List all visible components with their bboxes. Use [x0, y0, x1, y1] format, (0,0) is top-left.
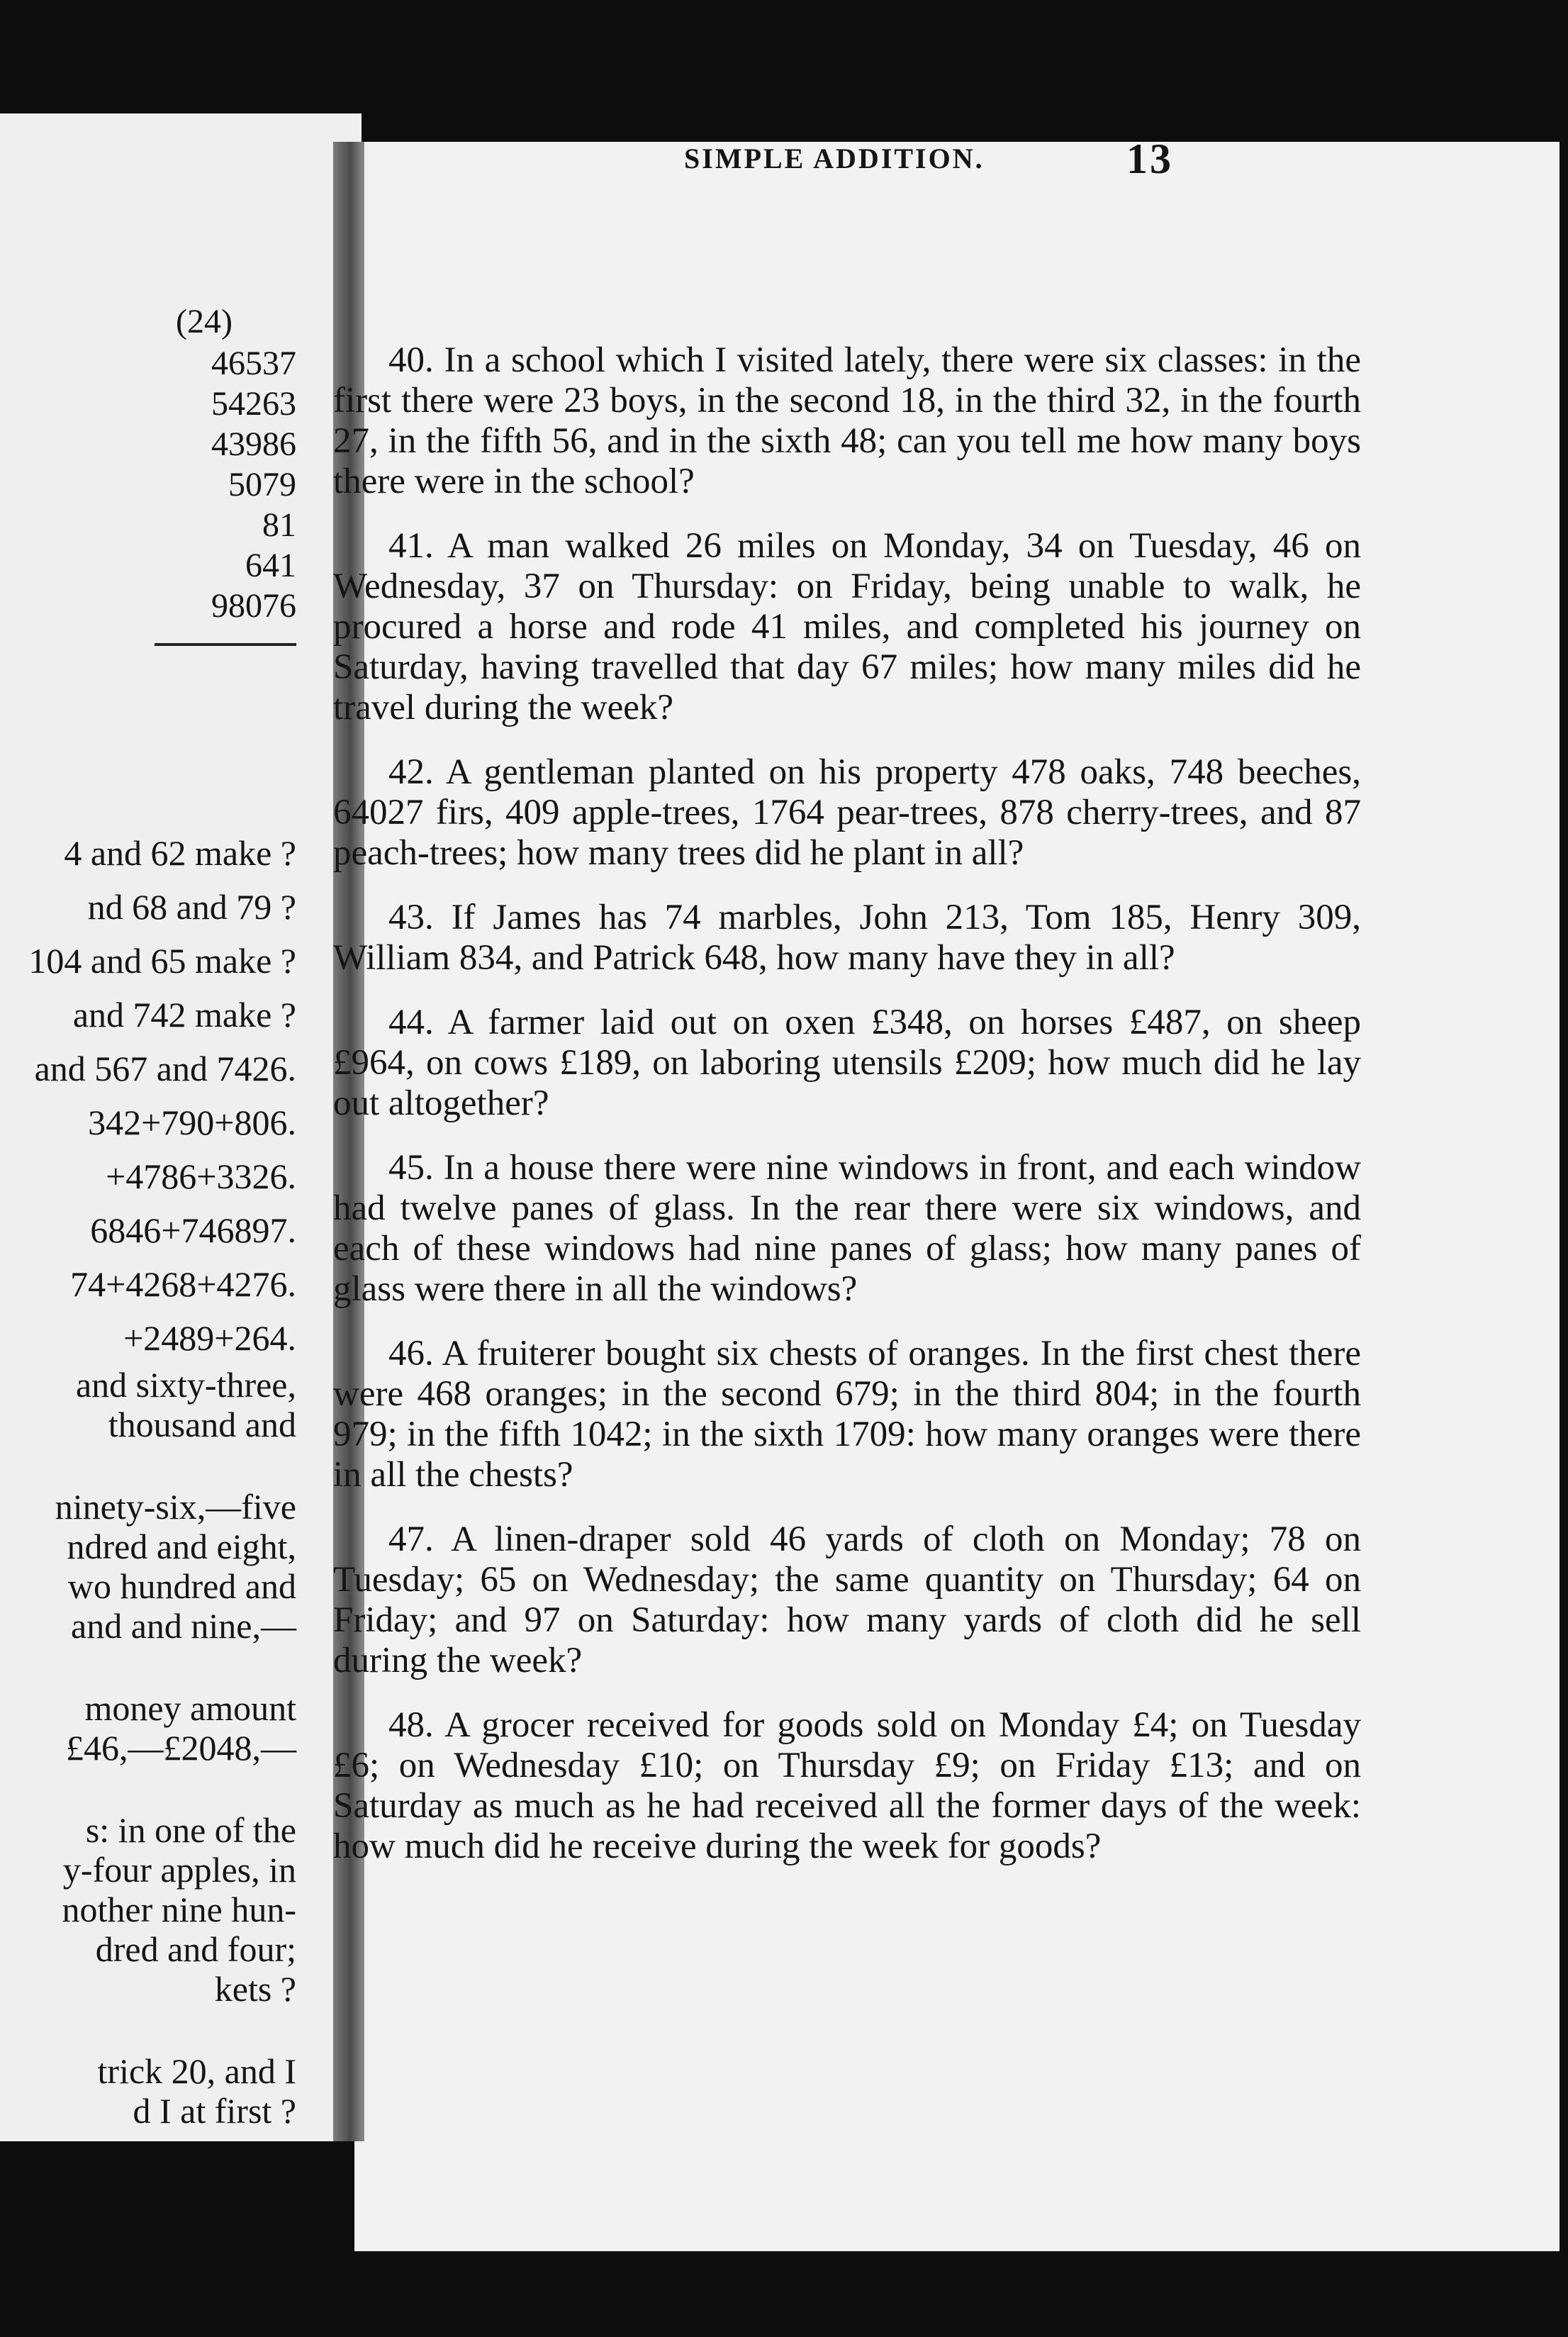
- problem-47: 47. A linen-draper sold 46 yards of cloth on Monday; 78 on Tuesday; 65 on Wednesday; the same quantity on Thursday; 64 on Friday; and 97 on Saturday: how many yards of cloth did he sell during the week?: [333, 1519, 1361, 1680]
- text-fragment: 74+4268+4276.: [70, 1264, 296, 1304]
- text-fragment: trick 20, and I: [97, 2051, 296, 2091]
- problem-46: 46. A fruiterer bought six chests of oranges. In the first chest there were 468 oranges; in the second 679; in the third 804; in the fourth 979; in the fifth 1042; in the sixth 1709: how many oranges were there in all the chests?: [333, 1334, 1361, 1495]
- problem-41: 41. A man walked 26 miles on Monday, 34 on Tuesday, 46 on Wednesday, 37 on Thursday: on Friday, being unable to walk, he procured a horse and rode 41 miles, and completed his journey on Saturday, having travelled that day 67 miles; how many miles did he travel during the week?: [333, 526, 1361, 727]
- addition-column: [112, 301, 296, 646]
- problem-44: 44. A farmer laid out on oxen £348, on horses £487, on sheep £964, on cows £189, on laboring utensils £209; how much did he lay out altogether?: [333, 1003, 1361, 1123]
- text-fragment: and sixty-three,: [75, 1365, 296, 1405]
- problem-list: [333, 340, 1361, 1891]
- text-fragment: kets ?: [214, 1969, 296, 2009]
- problem-40: 40. In a school which I visited lately, there were six classes: in the first there were 23 boys, in the second 18, in the third 32, in the fourth 27, in the fifth 56, and in the sixth 48; can you tell me how many boys there were in the school?: [333, 340, 1361, 501]
- text-fragment: thousand and: [108, 1405, 296, 1444]
- problem-45: 45. In a house there were nine windows in front, and each window had twelve panes of glass. In the rear there were six windows, and each of these windows had nine panes of glass; how many panes of glass were there in all the windows?: [333, 1148, 1361, 1309]
- column-value: 46537: [211, 345, 296, 382]
- sum-rule: [155, 643, 296, 646]
- text-fragment: y-four apples, in: [62, 1850, 296, 1890]
- left-text-fragments: [0, 826, 296, 2131]
- text-fragment: 104 and 65 make ?: [28, 941, 296, 981]
- text-fragment: nother nine hun-: [62, 1890, 296, 1929]
- column-value: 54263: [211, 385, 296, 423]
- text-fragment: 6846+746897.: [90, 1210, 296, 1250]
- text-fragment: money amount: [84, 1688, 296, 1728]
- column-value: 98076: [211, 587, 296, 625]
- text-fragment: +2489+264.: [123, 1318, 296, 1358]
- column-value: 81: [262, 506, 296, 544]
- text-fragment: 4 and 62 make ?: [64, 833, 296, 873]
- column-value: 43986: [211, 425, 296, 463]
- running-title: SIMPLE ADDITION.: [684, 143, 985, 174]
- text-fragment: ninety-six,—five: [55, 1487, 296, 1527]
- text-fragment: £46,—£2048,—: [66, 1728, 296, 1768]
- column-value: 641: [245, 547, 296, 584]
- problem-42: 42. A gentleman planted on his property 478 oaks, 748 beeches, 64027 firs, 409 apple-trees, 1764 pear-trees, 878 cherry-trees, and 87 peach-trees; how many trees did he plant in all?: [333, 752, 1361, 873]
- column-value: 5079: [228, 466, 296, 503]
- page-number: 13: [1126, 135, 1173, 182]
- text-fragment: 342+790+806.: [88, 1103, 296, 1142]
- text-fragment: s: in one of the: [85, 1810, 296, 1850]
- text-fragment: +4786+3326.: [106, 1156, 296, 1196]
- problem-48: 48. A grocer received for goods sold on Monday £4; on Tuesday £6; on Wednesday £10; on Thursday £9; on Friday £13; and on Saturday as much as he had received all the former days of the week: how much did he receive during the week for goods?: [333, 1705, 1361, 1866]
- text-fragment: d I at first ?: [133, 2091, 296, 2131]
- text-fragment: and 742 make ?: [72, 995, 296, 1034]
- left-page: [0, 113, 362, 2141]
- problem-43: 43. If James has 74 marbles, John 213, Tom 185, Henry 309, William 834, and Patrick 648, how many have they in all?: [333, 898, 1361, 978]
- text-fragment: and 567 and 7426.: [34, 1049, 296, 1088]
- column-number: (24): [176, 303, 233, 340]
- text-fragment: wo hundred and: [67, 1566, 296, 1606]
- text-fragment: dred and four;: [95, 1929, 296, 1969]
- text-fragment: and and nine,—: [71, 1606, 296, 1646]
- text-fragment: nd 68 and 79 ?: [87, 887, 296, 927]
- text-fragment: ndred and eight,: [67, 1527, 296, 1566]
